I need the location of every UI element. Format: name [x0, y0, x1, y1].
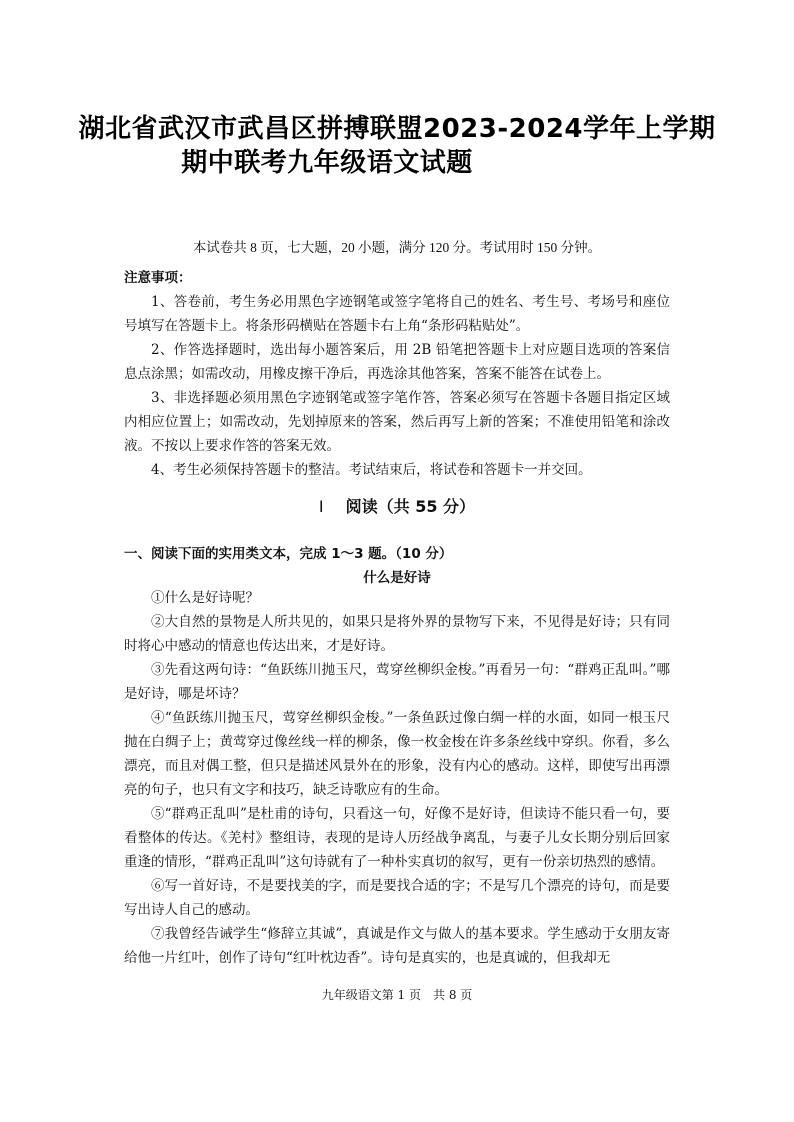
notice-item: 2、作答选择题时，选出每小题答案后，用 2B 铅笔把答题卡上对应题目选项的答案信息点涂黑；如需改动，用橡皮擦干净后，再选涂其他答案，答案不能答在试卷上。 [124, 342, 670, 382]
exam-meta: 本试卷共 8 页，七大题，20 小题，满分 120 分。考试用时 150 分钟。 [192, 240, 602, 255]
article-paragraph: ③先看这两句诗：“鱼跃练川抛玉尺，莺穿丝柳织金梭。”再看另一句：“群鸡正乱叫。”哪是好诗，哪是坏诗？ [124, 662, 670, 702]
notice-heading: 注意事项： [124, 270, 192, 286]
document-title-line1: 湖北省武汉市武昌区拼搏联盟2023-2024学年上学期 [78, 114, 716, 144]
document-title-line2: 期中联考九年级语文试题 [181, 148, 473, 178]
article-paragraph: ④“鱼跃练川抛玉尺，莺穿丝柳织金梭。”一条鱼跃过像白绸一样的水面，如同一根玉尺抛在白绸子上；黄莺穿过像丝线一样的柳条，像一枚金梭在许多条丝线中穿织。你看，多么漂亮，而且对偶工整，但只是描述风景外在的形象，没有内心的感动。这样，即使写出再漂亮的句子，也只有文字和技巧，缺乏诗歌应有的生命。 [124, 710, 670, 798]
notice-item: 1、答卷前，考生务必用黑色字迹钢笔或签字笔将自己的姓名、考生号、考场号和座位号填写在答题卡上。将条形码横贴在答题卡右上角“条形码粘贴处”。 [124, 294, 670, 334]
section-roman: Ⅰ [318, 497, 324, 516]
section-title: 阅读（共 55 分） [345, 497, 476, 516]
article-title: 什么是好诗 [363, 570, 431, 586]
notice-item: 3、非选择题必须用黑色字迹钢笔或签字笔作答，答案必须写在答题卡各题目指定区域内相应位置上；如需改动，先划掉原来的答案，然后再写上新的答案；不准使用铅笔和涂改液。不按以上要求作答的答案无效。 [124, 390, 670, 454]
section-heading [0, 494, 794, 517]
article-paragraph: ②大自然的景物是人所共见的，如果只是将外界的景物写下来，不见得是好诗；只有同时将心中感动的情意也传达出来，才是好诗。 [124, 614, 670, 654]
article-body [124, 586, 670, 970]
page-footer: 九年级语文第 1 页 共 8 页 [321, 988, 473, 1002]
notice-list [124, 290, 670, 482]
question-heading: 一、阅读下面的实用类文本，完成 1～3 题。（10 分） [124, 546, 453, 562]
article-paragraph: ⑥写一首好诗，不是要找美的字，而是要找合适的字；不是写几个漂亮的诗句，而是要写出诗人自己的感动。 [124, 878, 670, 918]
article-paragraph: ①什么是好诗呢？ [151, 590, 259, 606]
article-paragraph: ⑤“群鸡正乱叫”是杜甫的诗句，只看这一句，好像不是好诗，但读诗不能只看一句，要看整体的传达。《羌村》整组诗，表现的是诗人历经战争离乱，与妻子儿女长期分别后回家重逢的情形，“群鸡正乱叫”这句诗就有了一种朴实真切的叙写，更有一份亲切热烈的感情。 [124, 806, 670, 870]
article-paragraph: ⑦我曾经告诫学生“修辞立其诚”，真诚是作文与做人的基本要求。学生感动于女朋友寄给他一片红叶，创作了诗句“红叶枕边香”。诗句是真实的，也是真诚的，但我却无 [124, 926, 670, 966]
notice-item: 4、考生必须保持答题卡的整洁。考试结束后，将试卷和答题卡一并交回。 [151, 462, 592, 478]
